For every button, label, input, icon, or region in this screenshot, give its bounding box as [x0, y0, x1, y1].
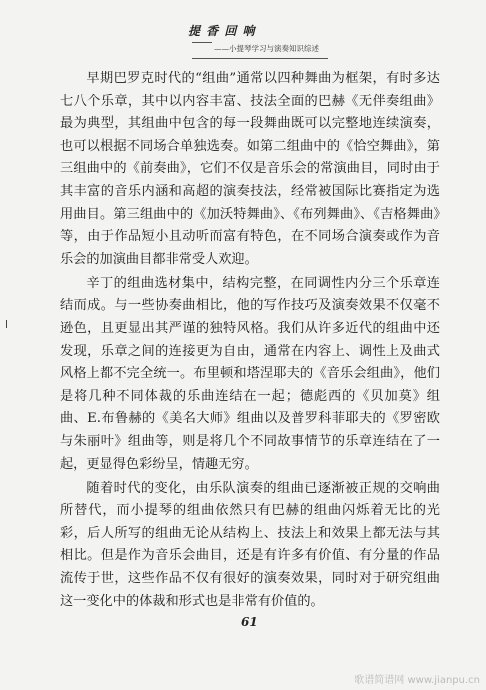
header-rule: [192, 58, 328, 59]
header-title: 提 香 回 响: [188, 24, 256, 38]
watermark: 歌谱简谱网 www.jianpu.cn: [354, 675, 480, 686]
page-number: 61: [241, 615, 258, 629]
body-text: [60, 68, 440, 615]
paragraph-2: 辛丁的组曲选材集中，结构完整，在同调性内分三个乐章连结而成。与一些协奏曲相比，他的写作技巧及演奏效果不仅毫不逊色，且更显出其严谨的独特风格。我们从许多近代的组曲中还发现，乐章之间的连接更为自由，通常在内容上、调性上及曲式风格上都不完全统一。布里顿和塔涅耶夫的《音乐会组曲》，他们是将几种不同体裁的乐曲连结在一起；德彪西的《贝加莫》组曲、E.布鲁赫的《美名大师》组曲以及普罗科菲耶夫的《罗密欧与朱丽叶》组曲等，则是将几个不同故事情节的乐章连结在了一起，更显得色彩纷呈，情趣无穷。: [60, 275, 440, 472]
paragraph-1: 早期巴罗克时代的“组曲”通常以四种舞曲为框架，有时多达七八个乐章，其中以内容丰富、技法全面的巴赫《无伴奏组曲》最为典型，其组曲中包含的每一段舞曲既可以完整地连续演奏，也可以根据不同场合单独选奏。如第二组曲中的《恰空舞曲》，第三组曲中的《前奏曲》，它们不仅是音乐会的常演曲目，同时由于其丰富的音乐内涵和高超的演奏技法，经常被国际比赛指定为选用曲目。第三组曲中的《加沃特舞曲》、《布列舞曲》、《吉格舞曲》等，由于作品短小且动听而富有特色，在不同场合演奏或作为音乐会的加演曲目都非常受人欢迎。: [60, 71, 440, 267]
header-subtitle: ——小提琴学习与演奏知识综述: [214, 44, 319, 53]
paragraph-3: 随着时代的变化，由乐队演奏的组曲已逐渐被正规的交响曲所替代，而小提琴的组曲依然只有巴赫的组曲闪烁着无比的光彩，后人所写的组曲无论从结构上、技法上和效果上都无法与其相比。但是作为音乐会曲目，还是有许多有价值、有分量的作品流传于世，这些作品不仅有很好的演奏效果，同时对于研究组曲这一变化中的体裁和形式也是非常有价值的。: [60, 480, 440, 609]
header-rule-short: [192, 42, 212, 43]
margin-mark: [6, 320, 7, 328]
running-header: [188, 22, 328, 62]
